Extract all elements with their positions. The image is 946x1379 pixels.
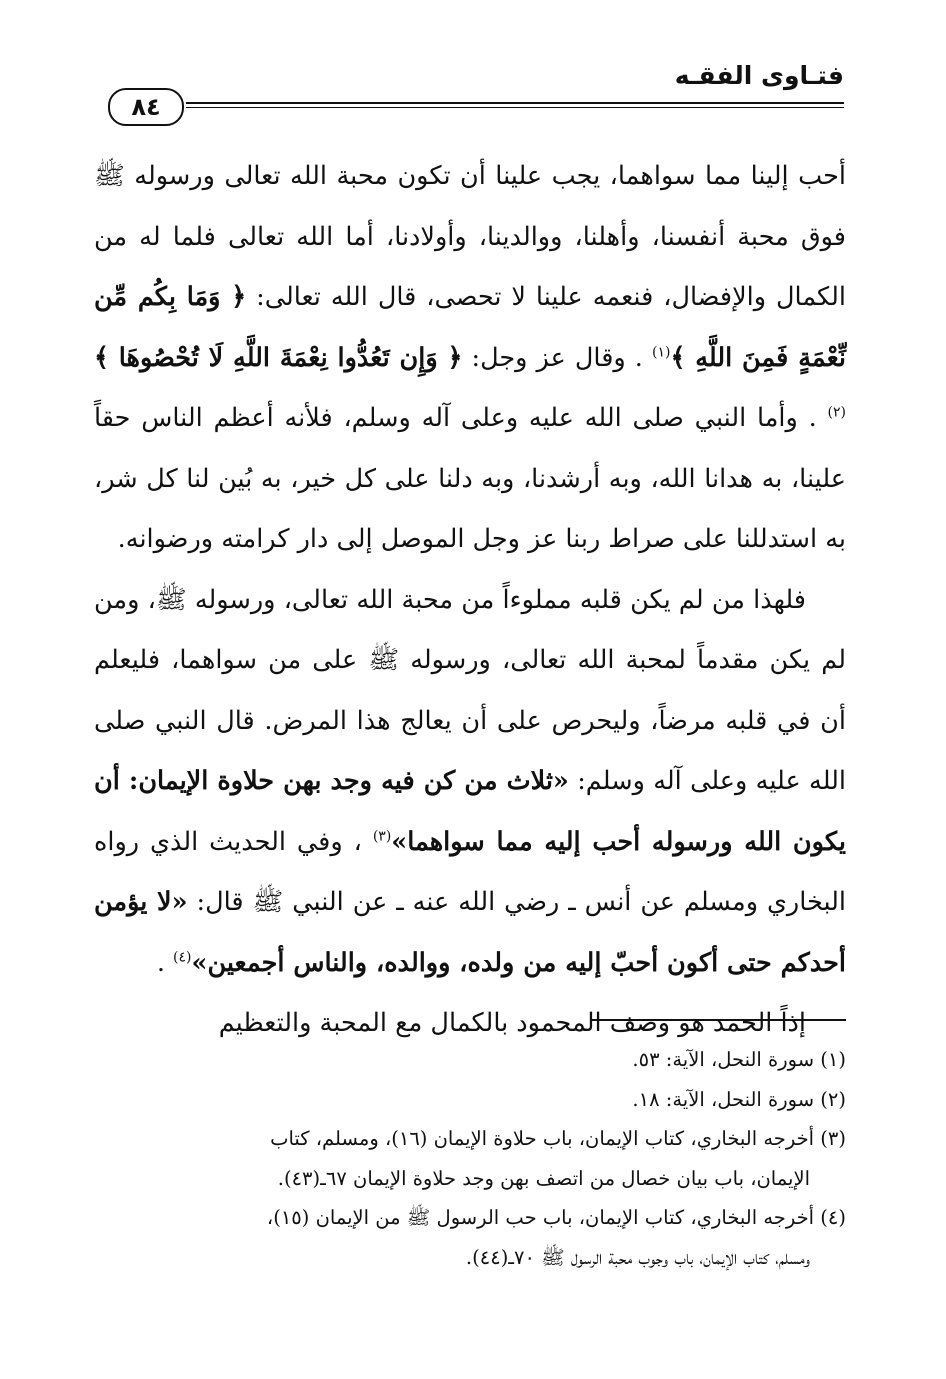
footnote-ref: (١): [651, 344, 671, 360]
quran-verse: ﴿ وَمَا بِكُم مِّن نِّعْمَةٍ فَمِنَ اللَّهِ ﴾: [94, 282, 847, 373]
footnote-ref: (٤): [173, 949, 192, 965]
text-run: . وأما النبي صلى الله عليه وعلى آله وسلم، فلأنه أعظم الناس حقاً علينا، به هدانا الله، وبه أرشدنا، وبه دلنا على كل خير، به بُين لنا كل شر، به استدللنا على صراط ربنا عز وجل الموصل إلى دار كرامته ورضوانه.: [94, 403, 846, 554]
text-run: إذاً الحمد هو وصف المحمود بالكمال مع المحبة والتعظيم: [218, 1008, 806, 1038]
page-number: ٨٤: [108, 88, 184, 126]
text-run: .: [156, 947, 165, 978]
text-run: فلهذا من لم يكن قلبه مملوءاً من محبة الله تعالى، ورسوله ﷺ، ومن لم يكن مقدماً لمحبة الله تعالى، ورسوله ﷺ على من سواهما، فليعلم أن في قلبه مرضاً، وليحرص على أن يعالج هذا المرض. قال النبي صلى الله عليه وعلى آله وسلم:: [94, 584, 846, 796]
hadith-quote: «لا يؤمن أحدكم حتى أكون أحبّ إليه من ولده، ووالده، والناس أجمعين»: [94, 887, 846, 978]
footnote-3: (٣) أخرجه البخاري، كتاب الإيمان، باب حلاوة الإيمان (١٦)، ومسلم، كتاب: [270, 1127, 846, 1150]
footnotes: [94, 1040, 846, 1277]
footnote-3-continued: الإيمان، باب بيان خصال من اتصف بهن وجد حلاوة الإيمان ٦٧ـ(٤٣).: [277, 1166, 810, 1190]
page-header: [90, 58, 844, 121]
text-run: أحب إلينا مما سواهما، يجب علينا أن تكون محبة الله تعالى ورسوله ﷺ فوق محبة أنفسنا، وأهلنا، ووالدينا، وأولادنا، أما الله تعالى فلما له من الكمال والإفضال، فنعمه علينا لا تحصى، قال الله تعالى:: [94, 161, 846, 312]
footnote-separator: [590, 1019, 846, 1021]
paragraph-2: [94, 570, 846, 994]
header-rule: [186, 102, 844, 104]
quran-verse: ﴿ وَإِن تَعُدُّوا نِعْمَةَ اللَّهِ لَا تُحْصُوهَا ﴾: [94, 342, 463, 373]
paragraph-1: [94, 146, 846, 570]
text-run: . وقال عز وجل:: [471, 342, 643, 373]
footnote-ref: (٣): [372, 828, 392, 844]
footnote-4: (٤) أخرجه البخاري، كتاب الإيمان، باب حب الرسول ﷺ من الإيمان (١٥)،: [266, 1206, 846, 1229]
header-rule-thin: [186, 107, 844, 108]
footnote-1: (١) سورة النحل، الآية: ٥٣.: [632, 1048, 846, 1071]
footnote-2: (٢) سورة النحل، الآية: ١٨.: [632, 1087, 846, 1111]
hadith-quote: «ثلاث من كن فيه وجد بهن حلاوة الإيمان: أن يكون الله ورسوله أحب إليه مما سواهما»: [94, 766, 846, 857]
running-title: فتـاوى الفقـه: [674, 61, 844, 90]
footnote-4-continued: ومسلم، كتاب الإيمان، باب وجوب محبة الرسول ﷺ ٧٠ـ(٤٤).: [465, 1245, 810, 1269]
main-text: [94, 146, 846, 1054]
footnote-ref: (٢): [827, 404, 847, 421]
text-run: ، وفي الحديث الذي رواه البخاري ومسلم عن أنس ـ رضي الله عنه ـ عن النبي ﷺ قال:: [94, 826, 847, 917]
